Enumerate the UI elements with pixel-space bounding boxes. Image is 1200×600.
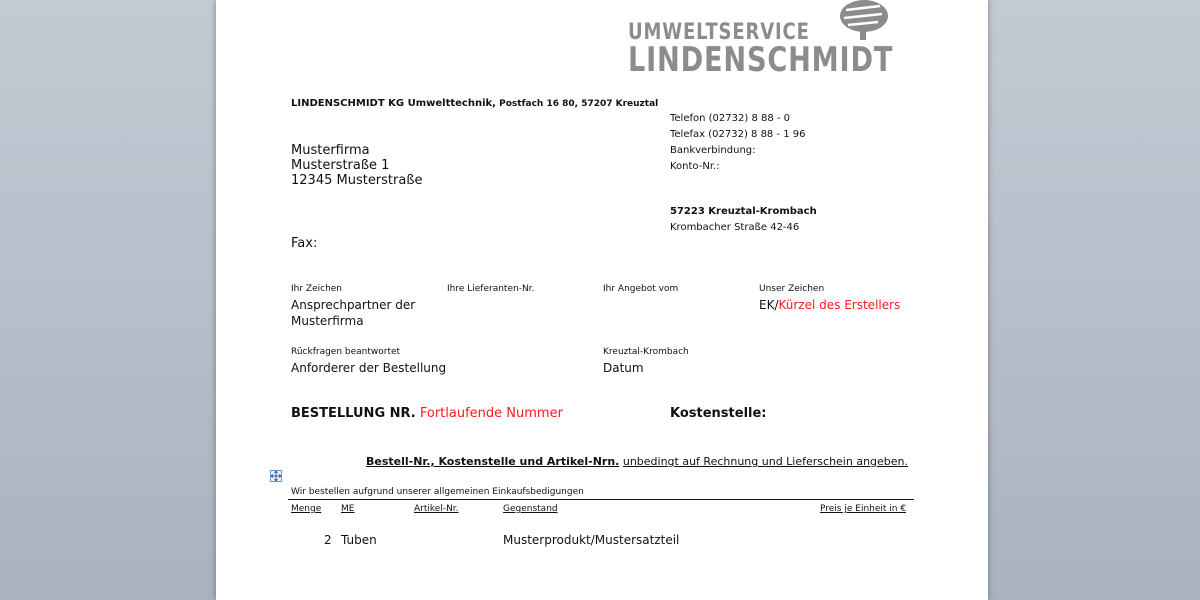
window-background-left xyxy=(0,0,216,600)
recipient-street: Musterstraße 1 xyxy=(291,158,390,173)
header-me: ME xyxy=(341,504,355,514)
move-icon xyxy=(271,471,281,481)
notice-rest: unbedingt auf Rechnung und Lieferschein angeben. xyxy=(622,455,909,468)
logo-line-1: UMWELTSERVICE xyxy=(628,20,810,45)
table-intro: Wir bestellen aufgrund unserer allgemeinen Einkaufsbedigungen xyxy=(291,487,584,497)
order-title: BESTELLUNG NR. xyxy=(291,406,416,421)
table-top-rule xyxy=(288,499,914,500)
row-gegenstand: Musterprodukt/Mustersatzteil xyxy=(503,533,680,547)
notice-line xyxy=(366,455,908,468)
contact-telefax: Telefax (02732) 8 88 - 1 96 xyxy=(670,129,806,140)
kostenstelle-label: Kostenstelle: xyxy=(670,406,767,421)
ihr-zeichen-value-1: Ansprechpartner der xyxy=(291,298,416,312)
row-me: Tuben xyxy=(341,533,377,547)
contact-konto: Konto-Nr.: xyxy=(670,161,720,172)
logo-line-2: LINDENSCHMIDT xyxy=(628,40,894,80)
order-number: Fortlaufende Nummer xyxy=(419,406,563,421)
lieferanten-label: Ihre Lieferanten-Nr. xyxy=(447,284,535,294)
contact-telefon: Telefon (02732) 8 88 - 0 xyxy=(670,113,791,124)
contact-street: Krombacher Straße 42-46 xyxy=(670,222,800,233)
order-title-line xyxy=(291,406,563,421)
tree-icon xyxy=(834,0,894,40)
sender-company: LINDENSCHMIDT KG Umwelttechnik, xyxy=(291,98,496,109)
notice-underlined: Bestell-Nr., Kostenstelle und Artikel-Nrn. xyxy=(366,455,620,468)
recipient-name: Musterfirma xyxy=(291,143,370,158)
recipient-city: 12345 Musterstraße xyxy=(291,173,423,188)
document-page[interactable] xyxy=(216,0,988,600)
unser-zeichen-value: Kürzel des Erstellers xyxy=(778,298,901,312)
ort-label: Kreuztal-Krombach xyxy=(603,347,689,357)
rueckfragen-value: Anforderer der Bestellung xyxy=(291,361,447,375)
unser-zeichen-label: Unser Zeichen xyxy=(759,284,825,294)
table-move-handle[interactable] xyxy=(270,470,282,482)
sender-address: Postfach 16 80, 57207 Kreuztal xyxy=(499,99,659,109)
ihr-zeichen-value-2: Musterfirma xyxy=(291,314,364,328)
sender-line xyxy=(291,98,658,109)
contact-city: 57223 Kreuztal-Krombach xyxy=(670,206,817,217)
unser-zeichen-field xyxy=(759,298,900,312)
rueckfragen-label: Rückfragen beantwortet xyxy=(291,347,401,357)
header-gegenstand: Gegenstand xyxy=(503,504,558,514)
header-menge: Menge xyxy=(291,504,322,514)
header-preis: Preis je Einheit in € xyxy=(820,504,907,514)
datum-value: Datum xyxy=(603,361,644,375)
header-artikel: Artikel-Nr. xyxy=(414,504,459,514)
row-menge: 2 xyxy=(324,533,332,547)
window-background-right xyxy=(988,0,1200,600)
contact-bank: Bankverbindung: xyxy=(670,145,756,156)
unser-zeichen-prefix: EK/ xyxy=(759,298,779,312)
ihr-zeichen-label: Ihr Zeichen xyxy=(291,284,343,294)
angebot-label: Ihr Angebot vom xyxy=(603,284,679,294)
recipient-fax: Fax: xyxy=(291,236,318,251)
